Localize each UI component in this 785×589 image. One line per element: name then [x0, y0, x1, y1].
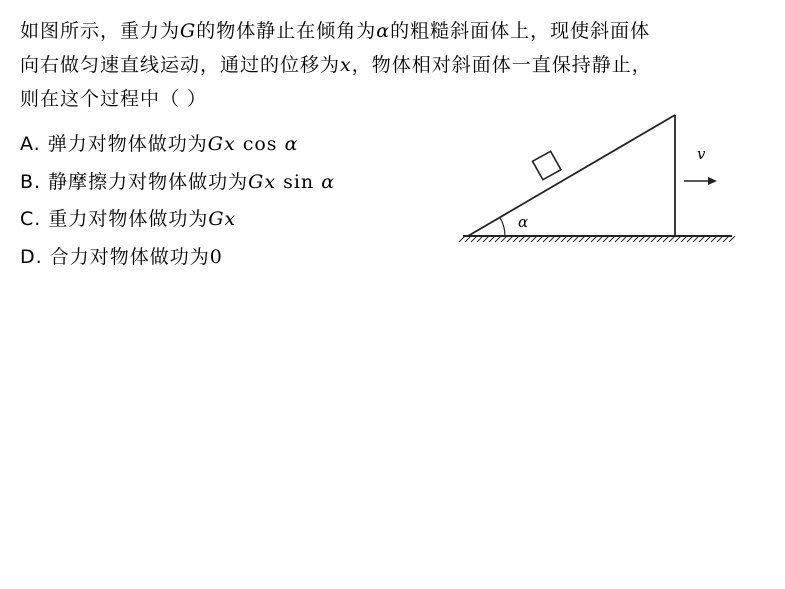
option-a-label: A. — [20, 133, 48, 155]
option-b-math-var: Gx — [248, 170, 277, 193]
incline-diagram — [455, 105, 740, 250]
option-b-text: 静摩擦力对物体做功为 — [48, 170, 249, 193]
option-c-math-var: Gx — [208, 208, 237, 230]
option-b[interactable] — [20, 164, 335, 202]
angle-label: α — [518, 213, 529, 231]
option-d-text: 合力对物体做功为 — [49, 245, 210, 268]
question-stem — [20, 14, 775, 116]
incline-figure — [455, 105, 740, 250]
option-a[interactable] — [20, 126, 335, 164]
var-alpha: α — [376, 20, 391, 42]
question-text-1c: 的粗糙斜面体上，现使斜面体 — [390, 20, 651, 42]
option-c-label: C. — [20, 208, 49, 230]
var-G: G — [180, 20, 197, 42]
option-c-text: 重力对物体做功为 — [48, 208, 209, 230]
question-text-2a: 向右做匀速直线运动，通过的位移为 — [20, 54, 341, 76]
option-b-math-arg: α — [321, 170, 336, 193]
option-d-label: D. — [20, 245, 50, 268]
question-text-1b: 的物体静止在倾角为 — [196, 20, 377, 42]
option-d[interactable] — [20, 239, 335, 277]
answer-options — [20, 126, 335, 276]
question-text-2b: ，物体相对斜面体一直保持静止， — [351, 54, 652, 76]
incline-hypotenuse — [468, 115, 675, 236]
option-d-math-num: 0 — [209, 245, 223, 268]
question-text-1a: 如图所示，重力为 — [20, 20, 181, 42]
angle-arc — [500, 218, 505, 237]
option-b-label: B. — [20, 170, 49, 193]
option-a-math-var: Gx — [207, 133, 236, 155]
option-a-math-fn: cos — [235, 133, 285, 155]
block — [533, 151, 562, 179]
question-line-3: 则在这个过程中（ ） — [20, 88, 208, 110]
question-line-1 — [20, 14, 775, 48]
option-c[interactable] — [20, 201, 335, 239]
option-a-math-arg: α — [284, 133, 299, 155]
option-a-text: 弹力对物体做功为 — [47, 133, 208, 155]
option-b-math-fn: sin — [276, 170, 322, 193]
velocity-label: v — [697, 145, 706, 163]
question-line-2 — [20, 48, 775, 82]
velocity-arrowhead-icon — [708, 177, 717, 185]
var-x: x — [340, 54, 352, 76]
